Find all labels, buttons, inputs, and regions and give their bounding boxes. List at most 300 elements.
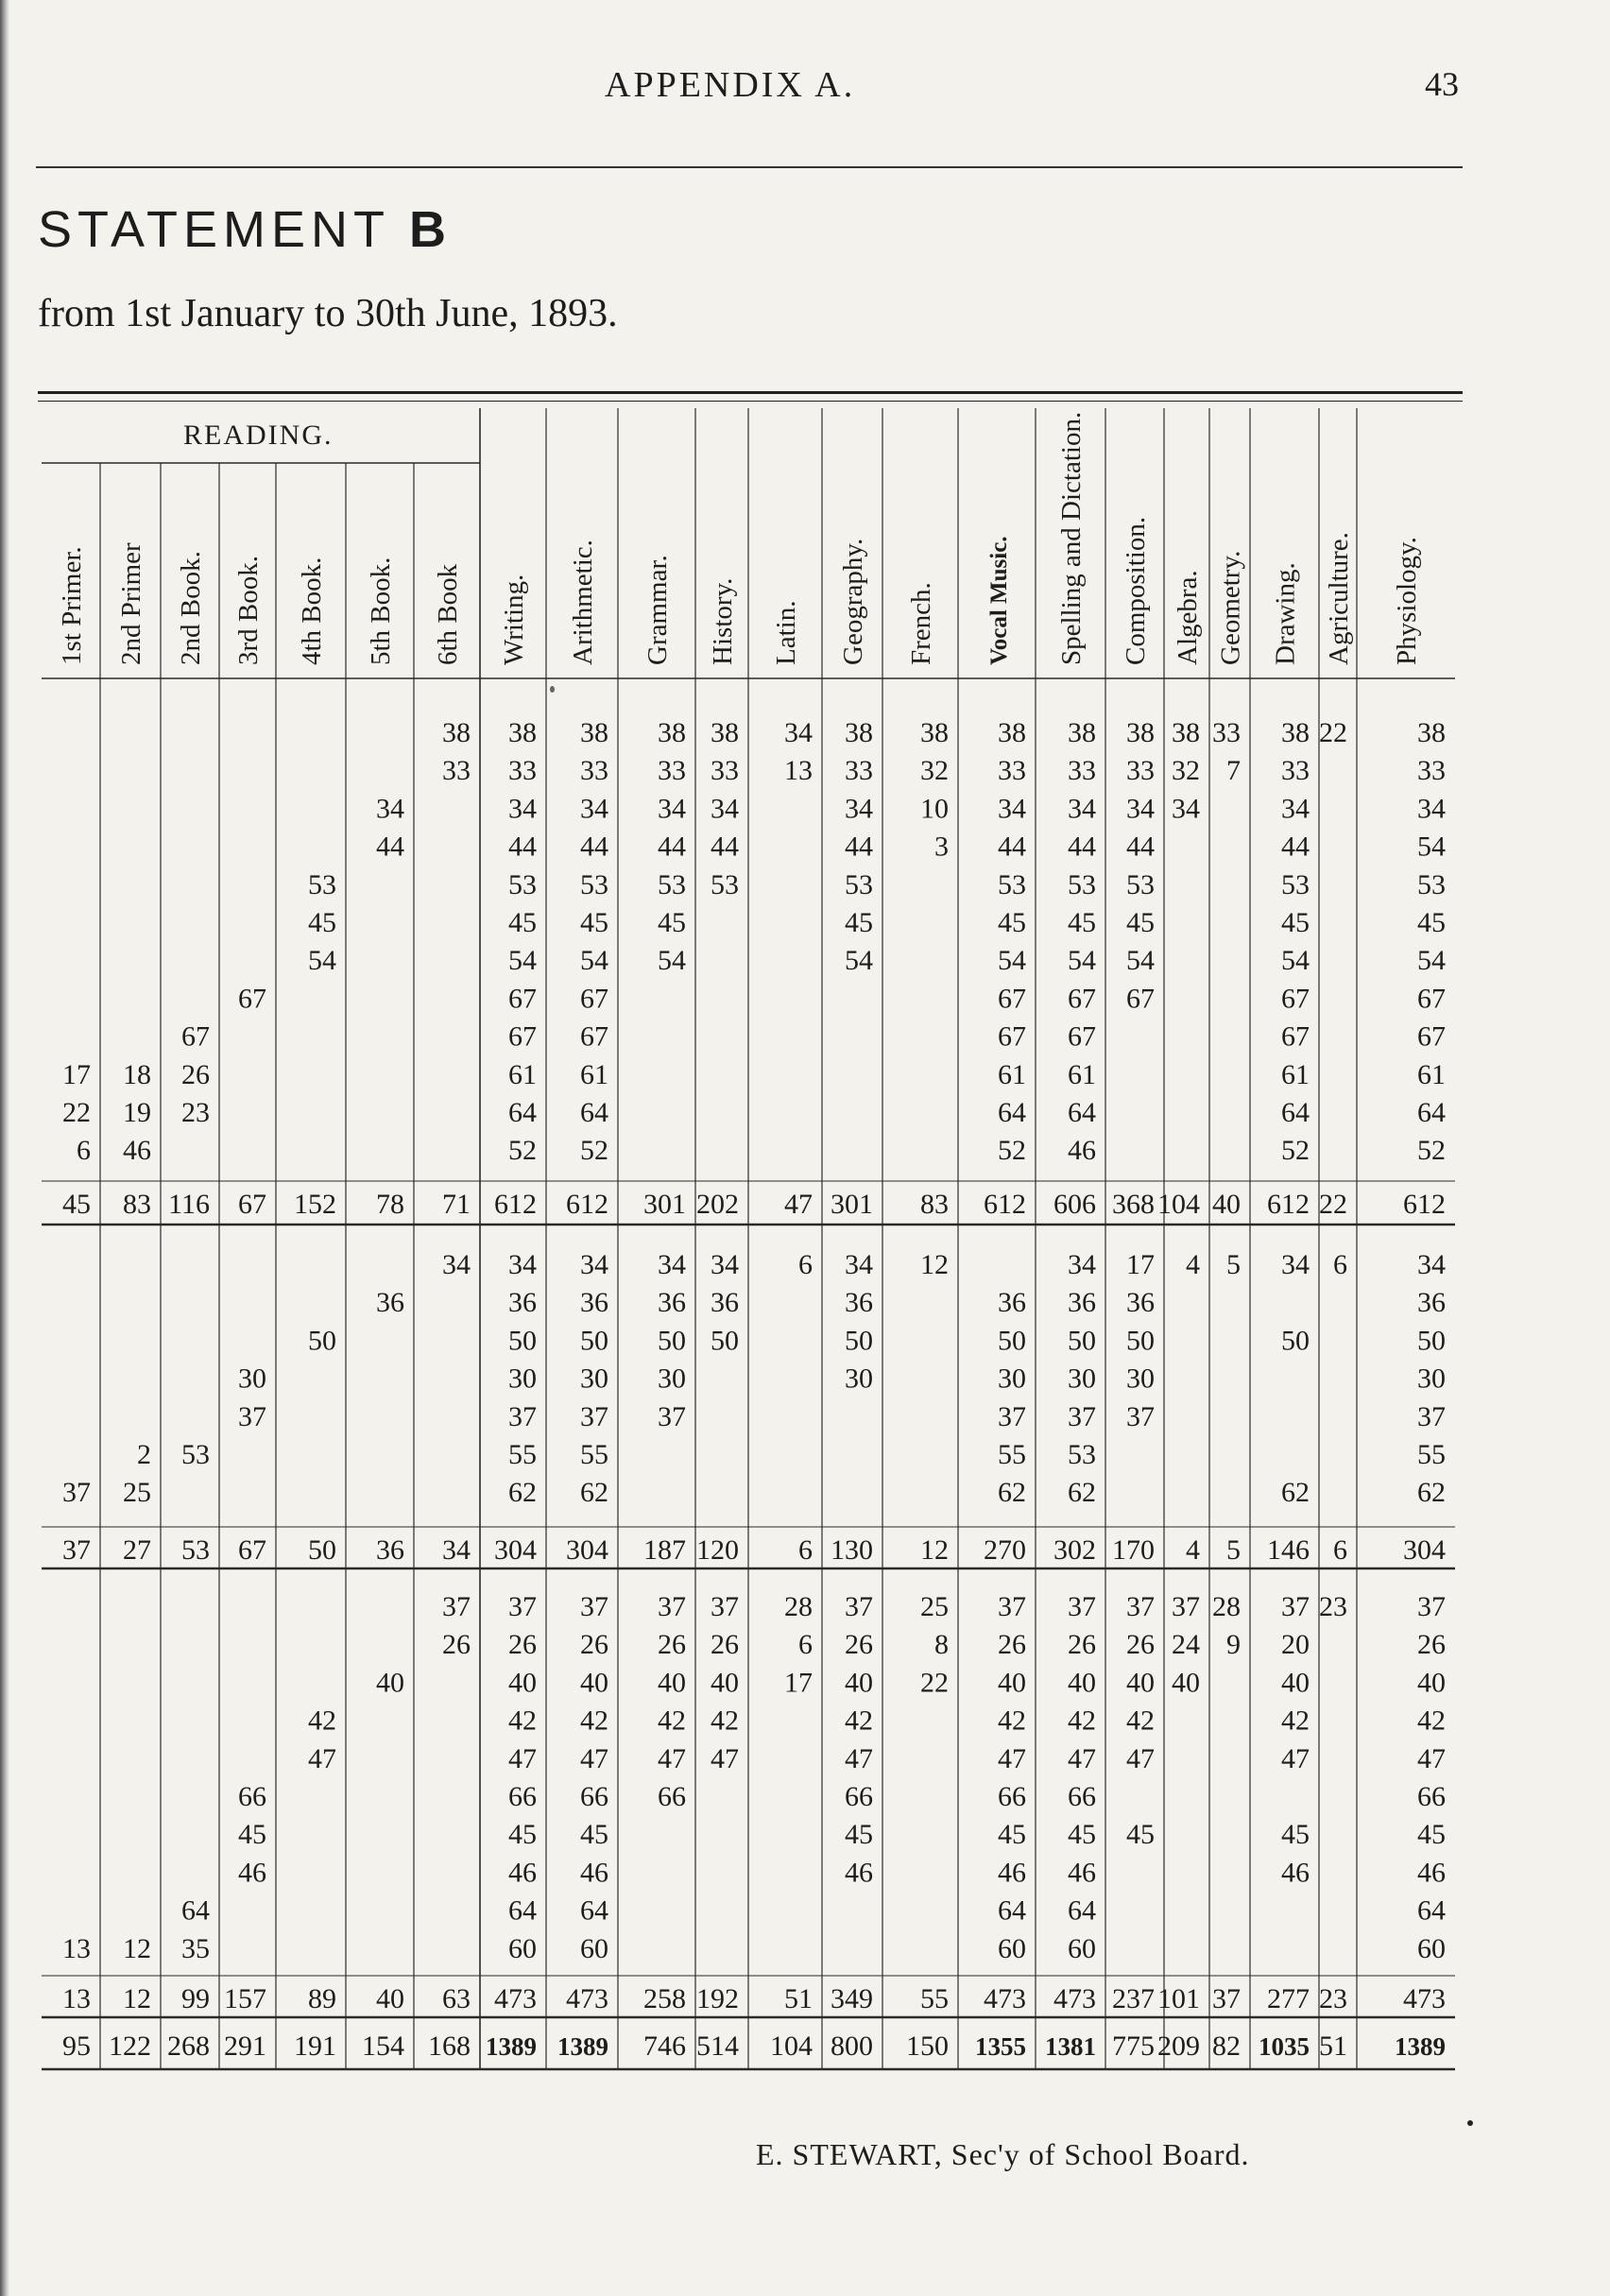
table-cell: 53 — [711, 868, 739, 900]
grand-total: 746 — [643, 2030, 686, 2062]
grand-total: 1389 — [486, 2032, 537, 2061]
table-cell: 34 — [1126, 793, 1155, 825]
table-cell: 44 — [580, 831, 608, 863]
table-cell: 66 — [580, 1781, 608, 1812]
table-cell: 5 — [1226, 1249, 1241, 1280]
table-cell: 64 — [508, 1097, 537, 1128]
table-cell: 45 — [1417, 1819, 1446, 1851]
table-cell: 34 — [508, 793, 537, 825]
table-cell: 26 — [442, 1629, 471, 1661]
ink-speck — [1467, 2120, 1473, 2126]
table-cell: 47 — [1126, 1742, 1155, 1774]
table-cell: 34 — [580, 1249, 608, 1280]
table-cell: 9 — [1226, 1629, 1241, 1661]
section-total: 51 — [784, 1983, 813, 2014]
table-cell: 2 — [137, 1439, 151, 1470]
table-cell: 38 — [711, 717, 739, 748]
section-total: 4 — [1186, 1534, 1200, 1566]
table-cell: 66 — [845, 1781, 873, 1812]
table-cell: 53 — [1281, 868, 1310, 900]
table-cell: 53 — [181, 1439, 210, 1470]
table-cell: 38 — [1068, 717, 1096, 748]
table-cell: 30 — [580, 1362, 608, 1395]
table-cell: 45 — [580, 907, 608, 938]
running-head-title: APPENDIX A. — [605, 65, 856, 105]
table-cell: 34 — [658, 1249, 686, 1280]
table-cell: 67 — [580, 1020, 608, 1053]
table-cell: 8 — [934, 1629, 949, 1661]
section-total: 116 — [168, 1189, 210, 1220]
table-cell: 30 — [845, 1362, 873, 1395]
table-cell: 6 — [1333, 1249, 1347, 1280]
section-total: 187 — [643, 1534, 686, 1566]
table-cell: 45 — [1281, 1819, 1310, 1851]
table-cell: 47 — [711, 1742, 739, 1774]
table-cell: 33 — [580, 755, 608, 787]
table-cell: 36 — [845, 1287, 873, 1319]
table-cell: 33 — [658, 755, 686, 787]
section-total: 67 — [238, 1534, 266, 1566]
table-cell: 64 — [1068, 1097, 1096, 1128]
section-total: 23 — [1319, 1983, 1347, 2014]
table-cell: 33 — [1281, 755, 1310, 787]
table-cell: 26 — [580, 1629, 608, 1661]
column-header: History. — [708, 577, 738, 665]
table-cell: 28 — [1212, 1591, 1241, 1622]
table-cell: 6 — [798, 1629, 813, 1661]
page-number: 43 — [1425, 65, 1459, 103]
table-cell: 37 — [1126, 1400, 1155, 1432]
section-total: 612 — [1267, 1189, 1310, 1220]
section-total: 101 — [1157, 1983, 1200, 2014]
column-header: Writing. — [499, 574, 529, 665]
section-total: 270 — [984, 1534, 1026, 1566]
table-cell: 66 — [1068, 1781, 1096, 1812]
table-cell: 62 — [508, 1477, 537, 1509]
table-cell: 19 — [123, 1097, 151, 1128]
table-cell: 40 — [845, 1667, 873, 1699]
table-cell: 55 — [580, 1439, 608, 1470]
column-header: 2nd Book. — [176, 551, 206, 665]
table-cell: 37 — [580, 1400, 608, 1432]
table-cell: 26 — [711, 1629, 739, 1661]
table-cell: 53 — [998, 868, 1026, 900]
grand-total: 268 — [167, 2030, 210, 2062]
table-cell: 45 — [845, 1819, 873, 1851]
table-cell: 64 — [1417, 1894, 1446, 1927]
grand-total: 95 — [62, 2030, 91, 2062]
table-cell: 17 — [62, 1058, 91, 1090]
table-cell: 37 — [845, 1591, 873, 1622]
grand-total: 1389 — [557, 2032, 608, 2061]
table-cell: 34 — [580, 793, 608, 825]
table-cell: 67 — [998, 983, 1026, 1015]
table-cell: 33 — [508, 755, 537, 787]
table-cell: 38 — [1172, 717, 1200, 748]
column-header: Drawing. — [1270, 562, 1301, 665]
table-cell: 40 — [508, 1667, 537, 1699]
table-cell: 37 — [238, 1400, 266, 1432]
table-cell: 66 — [508, 1781, 537, 1812]
table-cell: 54 — [1417, 831, 1446, 863]
table-cell: 34 — [845, 793, 873, 825]
table-cell: 44 — [845, 831, 873, 863]
table-cell: 22 — [1319, 717, 1347, 748]
table-cell: 33 — [442, 755, 471, 787]
table-cell: 50 — [845, 1325, 873, 1357]
column-header: Composition. — [1121, 516, 1151, 665]
section-total: 237 — [1112, 1983, 1155, 2014]
grand-total: 1355 — [975, 2032, 1026, 2061]
table-cell: 61 — [1281, 1058, 1310, 1090]
table-cell: 44 — [1281, 831, 1310, 863]
column-header: Vocal Music. — [986, 536, 1012, 665]
table-cell: 46 — [1068, 1135, 1096, 1167]
section-total: 99 — [181, 1983, 210, 2014]
table-cell: 66 — [658, 1781, 686, 1812]
table-cell: 42 — [580, 1705, 608, 1737]
table-cell: 44 — [1068, 831, 1096, 863]
table-cell: 54 — [1281, 945, 1310, 977]
table-cell: 36 — [711, 1287, 739, 1319]
table-cell: 37 — [508, 1400, 537, 1432]
table-cell: 64 — [1281, 1097, 1310, 1128]
table-cell: 33 — [998, 755, 1026, 787]
table-cell: 66 — [238, 1781, 266, 1812]
table-cell: 47 — [845, 1742, 873, 1774]
grand-total: 82 — [1212, 2030, 1241, 2062]
table-cell: 40 — [658, 1667, 686, 1699]
table-cell: 62 — [580, 1477, 608, 1509]
section-total: 55 — [920, 1983, 949, 2014]
statement-period: from 1st January to 30th June, 1893. — [38, 292, 618, 335]
table-cell: 36 — [376, 1287, 404, 1319]
grand-total: 122 — [109, 2030, 151, 2062]
table-cell: 33 — [1068, 755, 1096, 787]
table-cell: 23 — [1319, 1591, 1347, 1622]
table-cell: 44 — [1126, 831, 1155, 863]
table-cell: 34 — [508, 1249, 537, 1280]
table-cell: 47 — [580, 1742, 608, 1774]
table-cell: 26 — [1068, 1629, 1096, 1661]
grand-total: 154 — [362, 2030, 404, 2062]
table-cell: 36 — [1417, 1287, 1446, 1319]
table-cell: 37 — [580, 1591, 608, 1622]
table-cell: 23 — [181, 1097, 210, 1128]
table-cell: 50 — [998, 1325, 1026, 1357]
column-header: Grammar. — [642, 555, 673, 665]
table-cell: 60 — [998, 1932, 1026, 1964]
section-total: 473 — [1053, 1983, 1096, 2014]
section-total: 120 — [696, 1534, 739, 1566]
section-total: 37 — [62, 1534, 91, 1566]
section-total: 301 — [643, 1189, 686, 1220]
section-total: 36 — [376, 1534, 404, 1566]
table-cell: 53 — [508, 868, 537, 900]
column-header: 4th Book. — [297, 557, 327, 665]
table-cell: 26 — [508, 1629, 537, 1661]
table-cell: 45 — [1068, 907, 1096, 938]
section-total: 40 — [376, 1983, 404, 2014]
table-cell: 67 — [1281, 1020, 1310, 1053]
table-cell: 37 — [711, 1591, 739, 1622]
table-cell: 50 — [1281, 1325, 1310, 1357]
table-cell: 44 — [658, 831, 686, 863]
section-total: 50 — [308, 1534, 336, 1566]
table-cell: 67 — [238, 983, 266, 1015]
table-cell: 34 — [1172, 793, 1200, 825]
table-cell: 45 — [658, 907, 686, 938]
table-cell: 30 — [658, 1362, 686, 1395]
table-cell: 67 — [998, 1020, 1026, 1053]
table-cell: 34 — [711, 793, 739, 825]
section-total: 34 — [442, 1534, 471, 1566]
table-cell: 46 — [998, 1857, 1026, 1889]
column-header: 1st Primer. — [57, 546, 87, 665]
table-cell: 24 — [1172, 1629, 1200, 1661]
table-cell: 34 — [1068, 793, 1096, 825]
table-cell: 46 — [1281, 1857, 1310, 1889]
table-cell: 64 — [580, 1097, 608, 1128]
table-cell: 37 — [1417, 1591, 1446, 1622]
table-cell: 37 — [1068, 1400, 1096, 1432]
section-total: 277 — [1267, 1983, 1310, 2014]
table-cell: 46 — [508, 1857, 537, 1889]
table-cell: 45 — [998, 1819, 1026, 1851]
section-total: 37 — [1212, 1983, 1241, 2014]
table-cell: 6 — [77, 1135, 91, 1167]
table-cell: 34 — [845, 1249, 873, 1280]
table-cell: 67 — [181, 1020, 210, 1053]
section-total: 301 — [831, 1189, 873, 1220]
section-total: 157 — [224, 1983, 266, 2014]
table-cell: 37 — [62, 1477, 91, 1509]
table-cell: 34 — [1281, 793, 1310, 825]
table-cell: 34 — [1281, 1249, 1310, 1280]
section-total: 130 — [831, 1534, 873, 1566]
table-cell: 26 — [998, 1629, 1026, 1661]
table-cell: 42 — [1126, 1705, 1155, 1737]
table-cell: 42 — [998, 1705, 1026, 1737]
section-total: 22 — [1319, 1189, 1347, 1220]
section-total: 473 — [494, 1983, 537, 2014]
table-cell: 60 — [508, 1932, 537, 1964]
section-total: 304 — [566, 1534, 608, 1566]
column-header: Geometry. — [1215, 550, 1246, 665]
table-cell: 45 — [1417, 907, 1446, 938]
table-cell: 12 — [123, 1932, 151, 1964]
table-cell: 67 — [1068, 983, 1096, 1015]
column-header: 6th Book — [433, 563, 463, 665]
section-total: 304 — [494, 1534, 537, 1566]
table-cell: 45 — [1126, 907, 1155, 938]
table-cell: 45 — [998, 907, 1026, 938]
section-total: 6 — [1333, 1534, 1347, 1566]
table-cell: 37 — [998, 1400, 1026, 1432]
section-total: 473 — [566, 1983, 608, 2014]
section-total: 104 — [1157, 1189, 1200, 1220]
table-cell: 20 — [1281, 1629, 1310, 1661]
table-cell: 38 — [658, 717, 686, 748]
grand-total: 800 — [831, 2030, 873, 2062]
table-cell: 47 — [998, 1742, 1026, 1774]
table-cell: 67 — [1417, 983, 1446, 1015]
section-total: 12 — [123, 1983, 151, 2014]
column-header: Geography. — [838, 538, 868, 665]
table-cell: 52 — [998, 1135, 1026, 1167]
table-cell: 50 — [1417, 1325, 1446, 1357]
grand-total: 191 — [294, 2030, 336, 2062]
section-total: 83 — [123, 1189, 151, 1220]
table-cell: 50 — [711, 1325, 739, 1357]
table-cell: 55 — [1417, 1439, 1446, 1470]
table-cell: 37 — [998, 1591, 1026, 1622]
table-cell: 42 — [308, 1705, 336, 1737]
table-cell: 60 — [580, 1932, 608, 1964]
section-total: 78 — [376, 1189, 404, 1220]
table-cell: 66 — [998, 1781, 1026, 1812]
column-header: Physiology. — [1392, 537, 1422, 665]
table-cell: 64 — [998, 1097, 1026, 1128]
table-cell: 55 — [508, 1439, 537, 1470]
statement-word: STATEMENT — [38, 201, 390, 258]
table-cell: 28 — [784, 1591, 813, 1622]
section-total: 83 — [920, 1189, 949, 1220]
column-header: 2nd Primer — [116, 542, 146, 665]
table-cell: 44 — [508, 831, 537, 863]
table-cell: 33 — [1212, 717, 1241, 748]
table-cell: 47 — [508, 1742, 537, 1774]
table-cell: 40 — [711, 1667, 739, 1699]
table-cell: 53 — [308, 868, 336, 900]
table-cell: 53 — [845, 868, 873, 900]
table-cell: 67 — [1068, 1020, 1096, 1053]
table-cell: 54 — [580, 945, 608, 977]
table-cell: 67 — [1126, 983, 1155, 1015]
table-cell: 42 — [508, 1705, 537, 1737]
table-cell: 46 — [580, 1857, 608, 1889]
table-cell: 38 — [920, 717, 949, 748]
ink-speck — [550, 686, 555, 693]
table-cell: 62 — [998, 1477, 1026, 1509]
table-cell: 34 — [998, 793, 1026, 825]
table-cell: 54 — [1417, 945, 1446, 977]
column-header: 3rd Book. — [233, 556, 264, 665]
table-cell: 13 — [784, 755, 813, 787]
section-total: 27 — [123, 1534, 151, 1566]
table-cell: 12 — [920, 1249, 949, 1280]
table-cell: 38 — [1281, 717, 1310, 748]
table-cell: 42 — [711, 1705, 739, 1737]
column-header: French. — [906, 582, 936, 665]
section-total: 53 — [181, 1534, 210, 1566]
table-cell: 34 — [376, 793, 404, 825]
grand-total: 1381 — [1045, 2032, 1096, 2061]
grand-total: 775 — [1112, 2030, 1155, 2062]
section-total: 473 — [984, 1983, 1026, 2014]
table-cell: 38 — [1417, 717, 1446, 748]
table-cell: 50 — [1126, 1325, 1155, 1357]
table-cell: 61 — [580, 1058, 608, 1090]
section-total: 612 — [1403, 1189, 1446, 1220]
table-cell: 34 — [442, 1249, 471, 1280]
table-cell: 61 — [1417, 1058, 1446, 1090]
table-cell: 45 — [308, 907, 336, 938]
table-cell: 30 — [1068, 1362, 1096, 1395]
table-cell: 42 — [658, 1705, 686, 1737]
table-cell: 42 — [845, 1705, 873, 1737]
table-cell: 61 — [1068, 1058, 1096, 1090]
table-cell: 33 — [1126, 755, 1155, 787]
table-cell: 32 — [1172, 755, 1200, 787]
reading-group-label: READING. — [183, 420, 334, 451]
table-cell: 37 — [658, 1591, 686, 1622]
section-total: 67 — [238, 1189, 266, 1220]
table-cell: 36 — [658, 1287, 686, 1319]
table-cell: 30 — [1417, 1362, 1446, 1395]
table-cell: 32 — [920, 755, 949, 787]
table-cell: 54 — [658, 945, 686, 977]
table-cell: 10 — [920, 793, 949, 825]
table-cell: 42 — [1417, 1705, 1446, 1737]
grand-total: 514 — [696, 2030, 739, 2062]
table-cell: 67 — [1281, 983, 1310, 1015]
table-cell: 46 — [1417, 1857, 1446, 1889]
table-cell: 45 — [238, 1819, 266, 1851]
table-cell: 34 — [658, 793, 686, 825]
table-cell: 34 — [1068, 1249, 1096, 1280]
column-header: Agriculture. — [1324, 532, 1354, 665]
table-cell: 34 — [711, 1249, 739, 1280]
table-cell: 50 — [580, 1325, 608, 1357]
table-cell: 26 — [1417, 1629, 1446, 1661]
section-total: 63 — [442, 1983, 471, 2014]
table-cell: 34 — [784, 717, 813, 748]
section-total: 40 — [1212, 1189, 1241, 1220]
table-cell: 40 — [1126, 1667, 1155, 1699]
section-total: 304 — [1403, 1534, 1446, 1566]
table-cell: 22 — [920, 1667, 949, 1699]
table-cell: 37 — [1281, 1591, 1310, 1622]
table-cell: 38 — [998, 717, 1026, 748]
section-total: 71 — [442, 1189, 471, 1220]
table-cell: 38 — [1126, 717, 1155, 748]
section-total: 606 — [1053, 1189, 1096, 1220]
table-cell: 37 — [1068, 1591, 1096, 1622]
table-cell: 53 — [1417, 868, 1446, 900]
column-header: 5th Book. — [366, 557, 396, 665]
table-cell: 25 — [920, 1591, 949, 1622]
table-cell: 25 — [123, 1477, 151, 1509]
column-header: Spelling and Dictation. — [1056, 411, 1087, 665]
table-cell: 36 — [1126, 1287, 1155, 1319]
table-cell: 60 — [1068, 1932, 1096, 1964]
table-cell: 33 — [845, 755, 873, 787]
table-cell: 52 — [508, 1135, 537, 1167]
table-cell: 67 — [508, 1020, 537, 1053]
table-cell: 45 — [1068, 1819, 1096, 1851]
table-cell: 52 — [1281, 1135, 1310, 1167]
grand-total: 104 — [770, 2030, 813, 2062]
section-total: 368 — [1112, 1189, 1155, 1220]
table-cell: 26 — [1126, 1629, 1155, 1661]
table-cell: 54 — [1068, 945, 1096, 977]
table-cell: 61 — [508, 1058, 537, 1090]
signature: E. STEWART, Sec'y of School Board. — [756, 2137, 1250, 2171]
table-cell: 44 — [711, 831, 739, 863]
table-cell: 30 — [1126, 1362, 1155, 1395]
table-cell: 60 — [1417, 1932, 1446, 1964]
